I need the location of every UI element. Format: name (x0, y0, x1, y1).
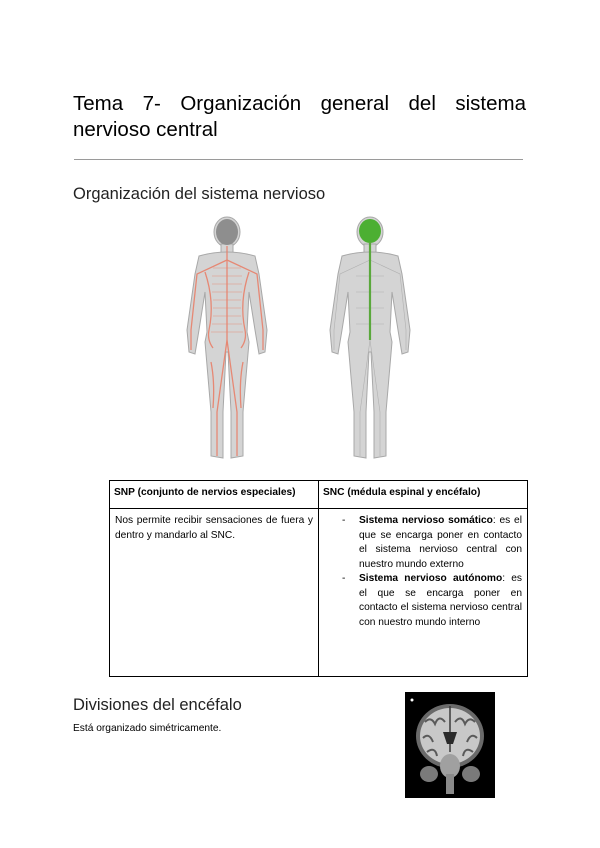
list-item: - Sistema nervioso somático: es el que se encarga poner en contacto el sistema nervioso central con nuestro mundo externo (359, 514, 522, 572)
term-autonomic: Sistema nervioso autónomo (359, 573, 503, 584)
table-header-row (110, 481, 528, 509)
snp-snc-table (109, 480, 528, 677)
divisions-text: Está organizado simétricamente. (73, 723, 222, 734)
human-body-central-icon (330, 217, 410, 458)
human-body-peripheral-icon (187, 217, 267, 458)
page-title: Tema 7- Organización general del sistema nervioso central (73, 92, 526, 141)
term-somatic-desc: es el que se encarga poner en contacto el sistema nervioso central con nuestro mundo externo (359, 515, 522, 570)
table-header-snp: SNP (conjunto de nervios especiales) (110, 481, 319, 509)
table-row (110, 509, 528, 677)
table-header-snc: SNC (médula espinal y encéfalo) (319, 481, 528, 509)
snp-description: Nos permite recibir sensaciones de fuera y dentro y mandarlo al SNC. (110, 509, 319, 677)
snc-list (324, 514, 522, 630)
nervous-system-figure (160, 212, 430, 468)
list-item: - Sistema nervioso autónomo: es el que se encarga poner en contacto el sistema nervioso central con nuestro mundo interno (359, 572, 522, 630)
snc-description (319, 509, 528, 677)
term-autonomic-desc: es el que se encarga poner en contacto el sistema nervioso central con nuestro mundo interno (359, 573, 522, 628)
section-heading-organization: Organización del sistema nervioso (73, 185, 326, 203)
brain-mri-icon (405, 692, 495, 798)
section-heading-divisions: Divisiones del encéfalo (73, 696, 242, 714)
term-somatic: Sistema nervioso somático (359, 515, 493, 526)
title-divider (74, 159, 523, 160)
